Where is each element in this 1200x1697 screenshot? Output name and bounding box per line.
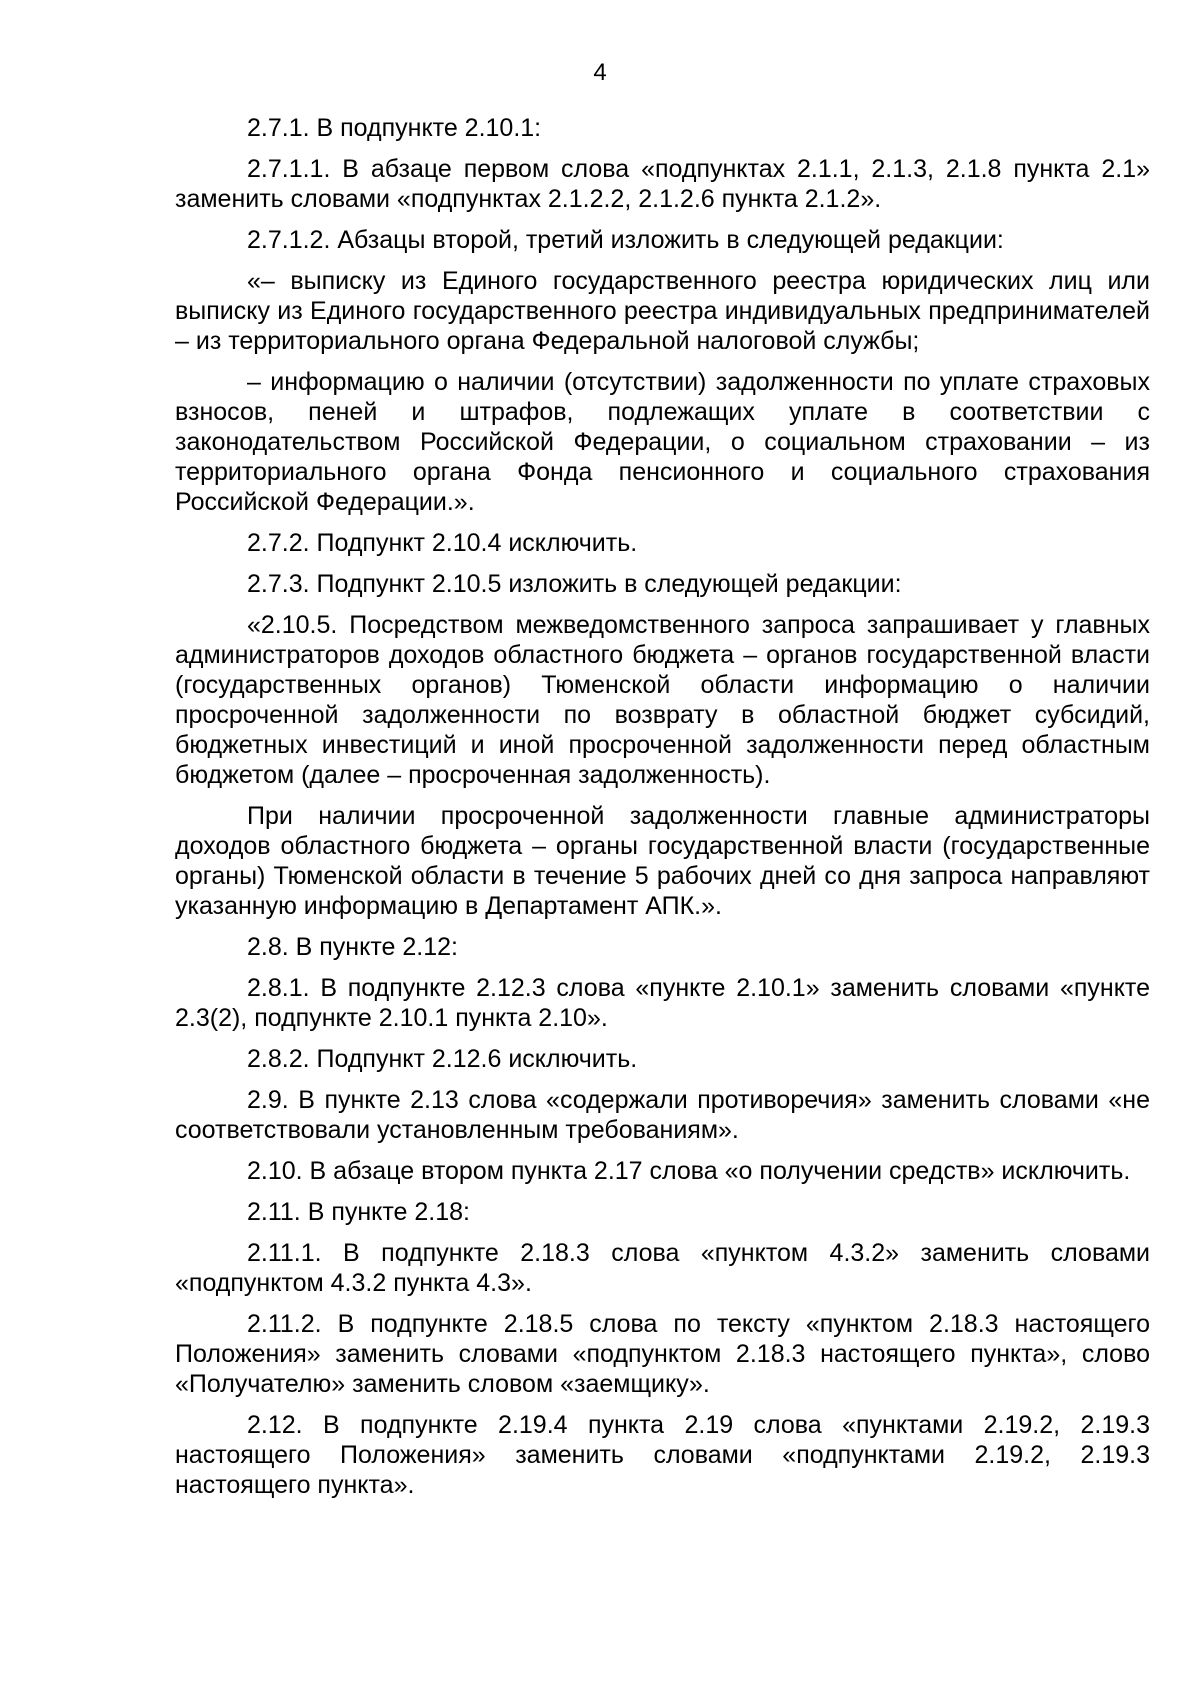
paragraph-2-7-1: 2.7.1. В подпункте 2.10.1: [247,114,542,142]
paragraph-2-7-1-2: 2.7.1.2. Абзацы второй, третий изложить в следующей редакции: [247,226,1004,254]
paragraph-2-8-1: 2.8.1. В подпункте 2.12.3 слова «пункте 2.10.1» заменить словами «пункте 2.3(2), подпункте 2.10.1 пункта 2.10». [175,974,1150,1032]
paragraph-2-8-2: 2.8.2. Подпункт 2.12.6 исключить. [247,1045,638,1073]
paragraph-2-7-2: 2.7.2. Подпункт 2.10.4 исключить. [247,529,638,557]
paragraph-2-11: 2.11. В пункте 2.18: [247,1198,470,1226]
paragraph-overdue-debt: При наличии просроченной задолженности главные администраторы доходов областного бюджета – органы государственной власти (государственные органы) Тюменской области в течение 5 рабочих дней со дня запроса направляют указанную информацию в Департамент АПК.». [175,802,1150,920]
paragraph-2-11-2: 2.11.2. В подпункте 2.18.5 слова по тексту «пунктом 2.18.3 настоящего Положения» заменить словами «подпунктом 2.18.3 настоящего пункта», слово «Получателю» заменить словом «заемщику». [175,1310,1150,1398]
paragraph-2-8: 2.8. В пункте 2.12: [247,933,458,961]
page-number: 4 [593,59,607,86]
paragraph-2-10: 2.10. В абзаце втором пункта 2.17 слова «о получении средств» исключить. [247,1157,1131,1185]
paragraph-2-12: 2.12. В подпункте 2.19.4 пункта 2.19 слова «пунктами 2.19.2, 2.19.3 настоящего Положения» заменить словами «подпунктами 2.19.2, 2.19.3 настоящего пункта». [175,1411,1150,1499]
paragraph-quoted-extract: «– выписку из Единого государственного реестра юридических лиц или выписку из Единого государственного реестра индивидуальных предпринимателей – из территориального органа Федеральной налоговой службы; [175,267,1150,355]
paragraph-2-7-1-1: 2.7.1.1. В абзаце первом слова «подпунктах 2.1.1, 2.1.3, 2.1.8 пункта 2.1» заменить словами «подпунктах 2.1.2.2, 2.1.2.6 пункта 2.1.2». [175,155,1150,213]
paragraph-2-9: 2.9. В пункте 2.13 слова «содержали противоречия» заменить словами «не соответствовали установленным требованиям». [175,1086,1150,1144]
paragraph-quoted-2-10-5: «2.10.5. Посредством межведомственного запроса запрашивает у главных администраторов доходов областного бюджета – органов государственной власти (государственных органов) Тюменской области информацию о наличии просроченной задолженности по возврату в областной бюджет субсидий, бюджетных инвестиций и иной просроченной задолженности перед областным бюджетом (далее – просроченная задолженность). [175,611,1150,789]
document-body [175,113,1150,1511]
paragraph-2-11-1: 2.11.1. В подпункте 2.18.3 слова «пунктом 4.3.2» заменить словами «подпунктом 4.3.2 пункта 4.3». [175,1239,1150,1297]
paragraph-quoted-info: – информацию о наличии (отсутствии) задолженности по уплате страховых взносов, пеней и штрафов, подлежащих уплате в соответствии с законодательством Российской Федерации, о социальном страховании – из территориального органа Фонда пенсионного и социального страхования Российской Федерации.». [175,368,1150,516]
paragraph-2-7-3: 2.7.3. Подпункт 2.10.5 изложить в следующей редакции: [247,570,902,598]
